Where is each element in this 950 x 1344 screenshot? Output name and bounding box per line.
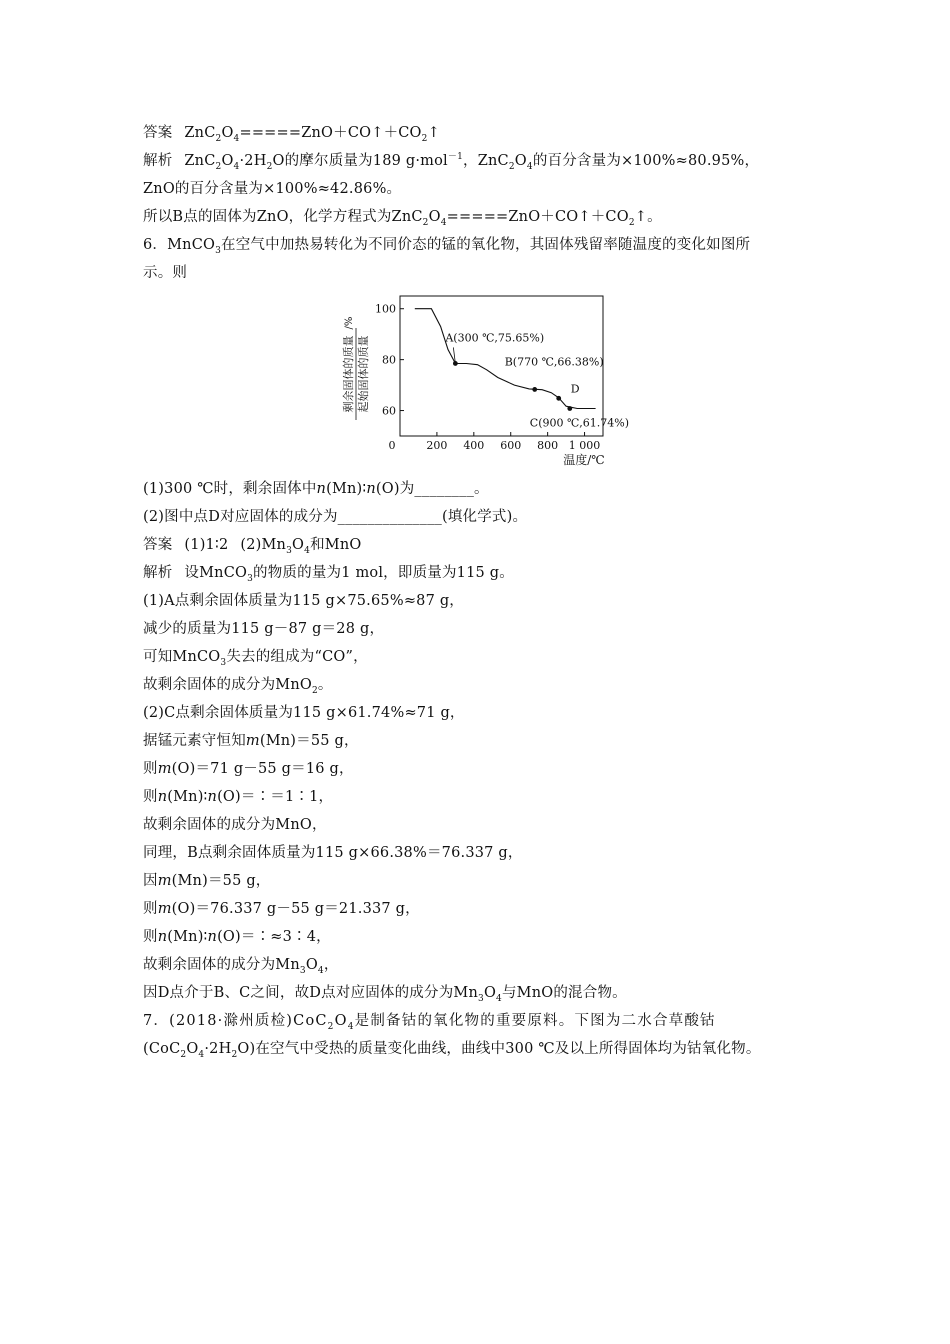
question-7-line-1: 7．(2018·滁州质检)$CoC_2O_4$是制备钴的氧化物的重要原料。下图为二水合草酸钴	[143, 1013, 716, 1032]
answer-line-q6: 答案 (1)1∶2 $(2)Mn_3O_4$和MnO	[143, 537, 362, 556]
analysis-q6-line-11: 同理，B点剩余固体质量为115 g×66.38%＝76.337 g，	[143, 845, 523, 861]
analysis-line-3: 所以B点的固体为ZnO，化学方程式为$ZnC_2O_4=====ZnO+CO↑+CO_2↑$。	[143, 209, 662, 228]
analysis-line-2: ZnO的百分含量为×100%≈42.86%。	[143, 181, 402, 197]
analysis-q6-line-14: 则n(Mn)∶n(O)＝∶≈3∶4，	[143, 929, 331, 945]
analysis-q6-line-9: 则n(Mn)∶n(O)＝∶＝1∶1，	[143, 789, 334, 805]
analysis-q6-line-12: 因m(Mn)＝55 g，	[143, 873, 271, 889]
question-6-line-1: 6．MnCO$_3$在空气中加热易转化为不同价态的锰的氧化物，其固体残留率随温度的变化如图所	[143, 237, 751, 256]
analysis-q6-line-8: 则m(O)＝71 g－55 g＝16 g，	[143, 761, 354, 777]
analysis-line-1: 解析 $ZnC_2O_4\cdot 2H_2O$的摩尔质量为189 g·mol$^{-1}$，$ZnC_2O_4$的百分含量为×100%≈80.95%，	[143, 152, 760, 172]
analysis-q6-line-15: 故剩余固体的成分为$Mn_3O_4$，	[143, 957, 339, 976]
analysis-q6-line-6: (2)C点剩余固体质量为115 g×61.74%≈71 g，	[143, 705, 465, 721]
x-tick-label-200: 200	[426, 439, 448, 452]
sub-question-1: (1)300 ℃时，剩余固体中n(Mn)∶n(O)为________。	[143, 481, 489, 497]
question-7-line-2: $(CoC_2O_4\cdot 2H_2O)$在空气中受热的质量变化曲线，曲线中300 ℃及以上所得固体均为钴氧化物。	[143, 1041, 761, 1060]
y-tick-label-60: 60	[382, 404, 396, 418]
analysis-q6-line-13: 则m(O)＝76.337 g－55 g＝21.337 g，	[143, 901, 420, 917]
y-tick-label-80: 80	[382, 353, 396, 367]
question-6-line-2: 示。则	[143, 265, 188, 281]
y-axis-title	[341, 317, 370, 420]
point-B-marker	[532, 387, 537, 392]
y-label-denominator: 起始固体的质量	[357, 335, 370, 413]
answer-line-q5: 答案 $ZnC_2O_4=====ZnO+CO↑+CO_2↑$	[143, 125, 440, 144]
x-tick-label-800: 800	[537, 439, 559, 452]
x-tick-label-600: 600	[500, 439, 522, 452]
x-tick-label-400: 400	[463, 439, 485, 452]
x-axis-title: 温度/℃	[563, 453, 605, 467]
point-C-label: C(900 ℃,61.74%)	[529, 416, 630, 430]
sub-question-2: (2)图中点D对应固体的成分为______________(填化学式)。	[143, 509, 528, 525]
analysis-q6-line-10: 故剩余固体的成分为MnO，	[143, 817, 327, 833]
residue-rate-chart	[338, 290, 630, 470]
point-C-marker	[567, 406, 572, 411]
analysis-q6-line-7: 据锰元素守恒知m(Mn)＝55 g，	[143, 733, 359, 749]
point-B-label: B(770 ℃,66.38%)	[504, 355, 604, 369]
y-label-numerator: 剩余固体的质量	[342, 335, 355, 413]
analysis-q6-line-16: 因D点介于B、C之间，故D点对应固体的成分为$Mn_3O_4$与MnO的混合物。	[143, 985, 627, 1004]
x-tick-label-0: 0	[388, 439, 396, 452]
analysis-q6-line-1: 解析 设MnCO$_3$的物质的量为1 mol，即质量为115 g。	[143, 565, 514, 584]
point-A-label: A(300 ℃,75.65%)	[445, 331, 545, 345]
y-tick-label-100: 100	[375, 302, 396, 316]
x-tick-label-1000: 1 000	[568, 439, 601, 452]
annotated-points	[444, 331, 629, 429]
analysis-q6-line-3: 减少的质量为115 g－87 g＝28 g，	[143, 621, 385, 637]
analysis-q6-line-4: 可知MnCO$_3$失去的组成为“CO”，	[143, 649, 368, 668]
point-D-marker	[556, 396, 561, 401]
x-ticks	[389, 432, 601, 452]
analysis-q6-line-5: 故剩余固体的成分为MnO$_2$。	[143, 677, 333, 696]
y-label-unit: /%	[344, 316, 355, 330]
analysis-q6-line-2: (1)A点剩余固体质量为115 g×75.65%≈87 g，	[143, 593, 465, 609]
point-D-label: D	[570, 382, 580, 396]
